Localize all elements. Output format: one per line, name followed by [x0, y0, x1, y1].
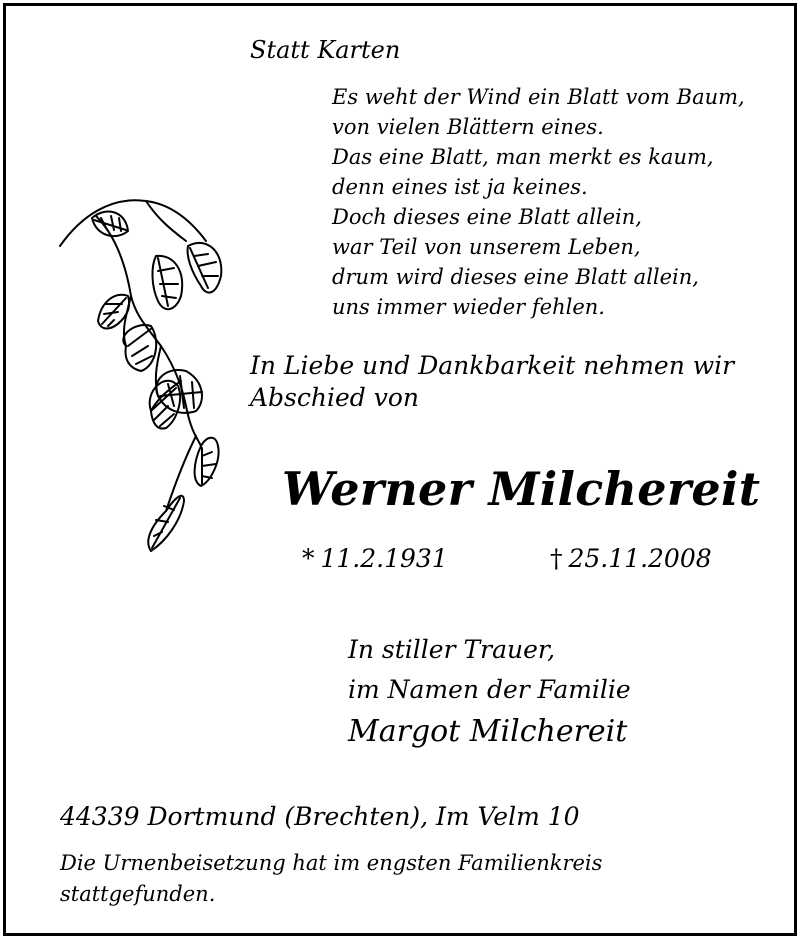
birth-star-icon: *: [302, 544, 315, 573]
header-text: Statt Karten: [250, 36, 401, 64]
intro-text: [250, 350, 734, 414]
burial-note: [60, 848, 602, 910]
death-cross-icon: †: [550, 544, 563, 573]
signer-name: Margot Milchereit: [348, 714, 628, 749]
intro-line: Abschied von: [250, 383, 420, 412]
poem: [332, 82, 745, 322]
poem-line: Es weht der Wind ein Blatt vom Baum,: [332, 85, 745, 109]
poem-line: uns immer wieder fehlen.: [332, 295, 605, 319]
poem-line: Das eine Blatt, man merkt es kaum,: [332, 145, 714, 169]
poem-line: von vielen Blättern eines.: [332, 115, 604, 139]
note-line: Die Urnenbeisetzung hat im engsten Familienkreis: [60, 851, 603, 875]
mourning-text: [348, 630, 631, 710]
birth-date: [302, 544, 448, 573]
note-line: stattgefunden.: [60, 882, 216, 906]
mourning-line: In stiller Trauer,: [348, 635, 556, 664]
leaf-branch-icon: [56, 196, 246, 566]
birth-date-value: 11.2.1931: [320, 544, 448, 573]
address: 44339 Dortmund (Brechten), Im Velm 10: [60, 802, 580, 831]
deceased-name: Werner Milchereit: [282, 462, 761, 516]
intro-line: In Liebe und Dankbarkeit nehmen wir: [250, 351, 735, 380]
poem-line: denn eines ist ja keines.: [332, 175, 588, 199]
poem-line: drum wird dieses eine Blatt allein,: [332, 265, 699, 289]
obituary-notice: [3, 3, 797, 936]
poem-line: war Teil von unserem Leben,: [332, 235, 641, 259]
poem-line: Doch dieses eine Blatt allein,: [332, 205, 642, 229]
mourning-line: im Namen der Familie: [348, 675, 631, 704]
death-date: [550, 544, 712, 573]
death-date-value: 25.11.2008: [568, 544, 712, 573]
